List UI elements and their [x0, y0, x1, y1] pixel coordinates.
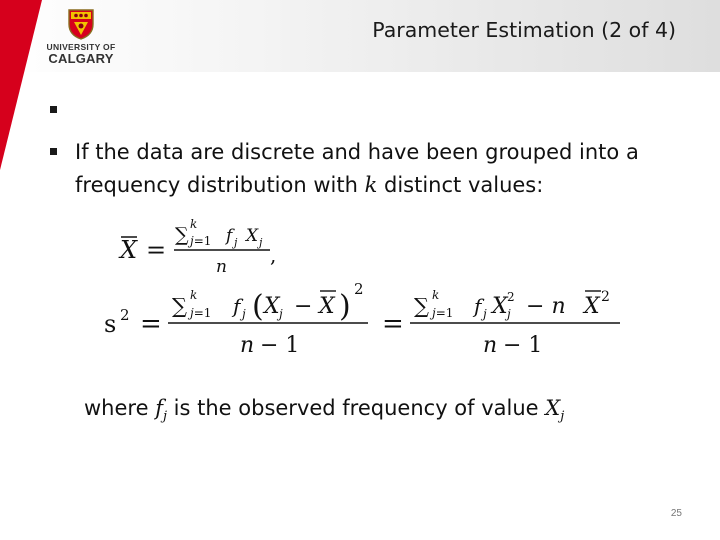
svg-text:j: j [279, 307, 283, 321]
svg-text:f: f [226, 226, 233, 246]
svg-text:k: k [190, 217, 198, 231]
where-fj: f [155, 396, 163, 420]
svg-text:2: 2 [507, 290, 515, 304]
svg-text:∑: ∑ [414, 294, 429, 318]
slide-title: Parameter Estimation (2 of 4) [372, 18, 676, 42]
svg-text:2: 2 [120, 306, 130, 324]
mean-comma: , [270, 243, 277, 267]
svg-text:k: k [190, 288, 198, 302]
svg-text:n: n [240, 333, 255, 358]
logo-text-line1: UNIVERSITY OF [46, 42, 116, 52]
svg-text:2: 2 [354, 280, 364, 298]
where-pre: where [84, 396, 156, 420]
mean-sum-symbol: ∑ [175, 224, 189, 246]
svg-text:X: X [584, 294, 600, 319]
mean-lhs-equals: = [146, 236, 167, 264]
svg-text:− n: − n [526, 294, 566, 319]
svg-text:f: f [474, 294, 482, 318]
svg-text:∑: ∑ [172, 294, 187, 318]
svg-text:j: j [507, 307, 511, 321]
svg-text:k: k [432, 288, 440, 302]
svg-text:2: 2 [601, 289, 610, 305]
bullet2-line2-pre: frequency distribution with [75, 173, 365, 197]
logo-text-line2: CALGARY [48, 51, 114, 66]
svg-text:): ) [339, 289, 351, 324]
svg-text:=: = [382, 309, 404, 339]
svg-text:− 1: − 1 [503, 333, 543, 358]
where-mid: is the observed frequency of value [167, 396, 546, 420]
svg-text:f: f [233, 294, 241, 318]
where-xj-sub: j [560, 409, 565, 425]
where-fj-sub: j [162, 409, 167, 425]
svg-text:(: ( [252, 289, 264, 324]
where-line [84, 396, 564, 424]
svg-text:X: X [246, 226, 259, 246]
mean-denominator: n [216, 257, 227, 277]
svg-text:n: n [483, 333, 498, 358]
mean-lhs-x: X [120, 236, 138, 264]
svg-text:=: = [140, 309, 162, 339]
svg-text:j: j [242, 307, 246, 321]
svg-text:j=1: j=1 [190, 234, 212, 248]
svg-text:j=1: j=1 [432, 306, 454, 320]
bullet2-line2-post: distinct values: [377, 173, 544, 197]
svg-text:− 1: − 1 [260, 333, 300, 358]
svg-text:j: j [483, 307, 487, 321]
svg-text:X: X [319, 294, 335, 319]
variance-lhs: s [104, 310, 117, 338]
bullet2-line1: If the data are discrete and have been grouped into a [75, 140, 639, 164]
svg-text:X: X [264, 294, 280, 319]
svg-text:j: j [234, 236, 238, 249]
svg-text:j=1: j=1 [190, 306, 212, 320]
svg-text:−: − [294, 294, 313, 319]
page-number: 25 [670, 508, 682, 519]
svg-text:X: X [492, 294, 508, 319]
where-xj: X [545, 396, 561, 420]
svg-text:j: j [259, 236, 263, 249]
bullet2-k: k [364, 173, 378, 197]
